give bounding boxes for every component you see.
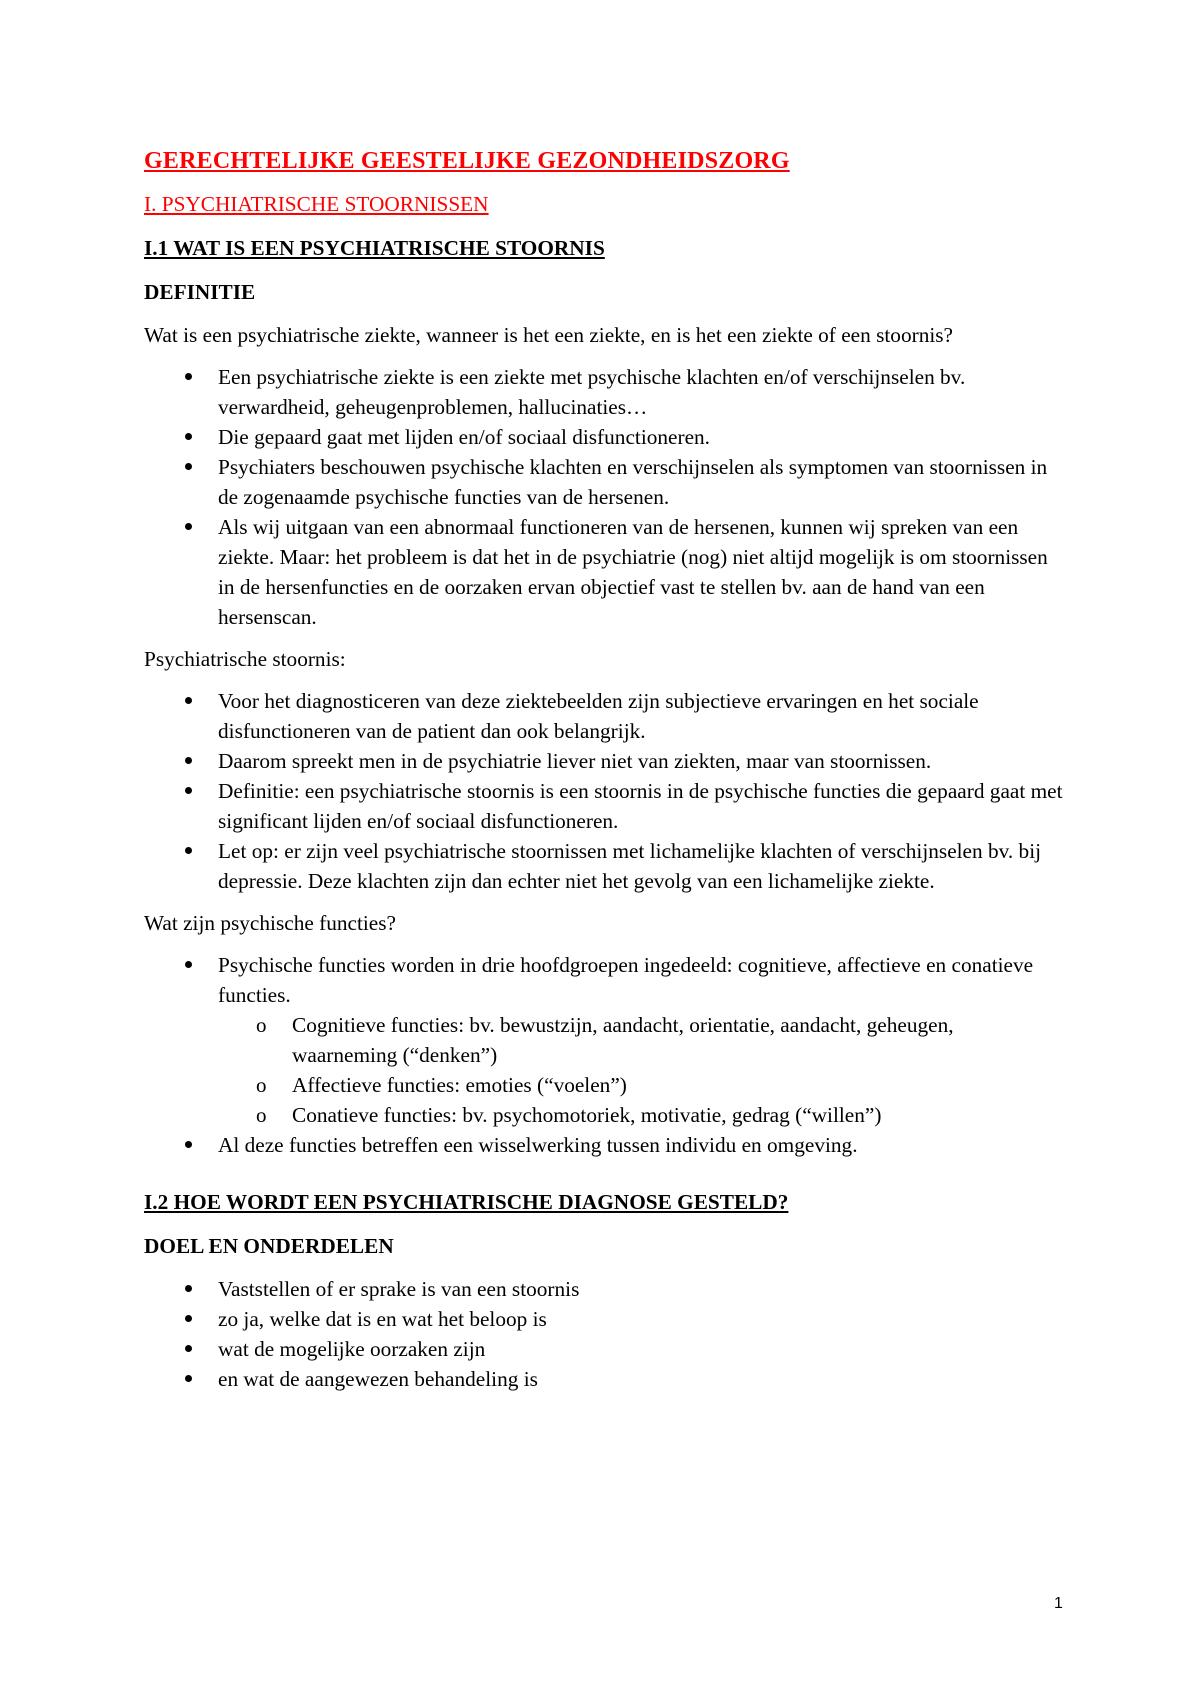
bullet-icon [185, 787, 192, 794]
label-psychische-functies: Wat zijn psychische functies? [144, 911, 396, 935]
circle-bullet-icon: o [256, 1013, 267, 1037]
sub-list-item [218, 1100, 1064, 1130]
subheading-definitie: DEFINITIE [144, 280, 256, 304]
bullet-icon [185, 1315, 192, 1322]
bullet-list-definitie [144, 362, 1064, 632]
sub-list-item-text: Conatieve functies: bv. psychomotoriek, motivatie, gedrag (“willen”) [292, 1103, 882, 1127]
chapter-heading: I. PSYCHIATRISCHE STOORNISSEN [144, 192, 489, 216]
bullet-list-functies [144, 950, 1064, 1160]
list-item [144, 836, 1064, 896]
bullet-icon [185, 961, 192, 968]
bullet-icon [185, 433, 192, 440]
bullet-icon [185, 1375, 192, 1382]
list-item [144, 362, 1064, 422]
list-item [144, 950, 1064, 1130]
list-item-text: Een psychiatrische ziekte is een ziekte met psychische klachten en/of verschijnselen bv. verwardheid, geheugenproblemen, hallucinaties… [218, 365, 966, 419]
circle-bullet-icon: o [256, 1073, 267, 1097]
list-item [144, 422, 1064, 452]
bullet-icon [185, 373, 192, 380]
bullet-icon [185, 463, 192, 470]
sub-bullet-list [218, 1010, 1064, 1130]
list-item-text: Let op: er zijn veel psychiatrische stoornissen met lichamelijke klachten of verschijnselen bv. bij depressie. Deze klachten zijn dan echter niet het gevolg van een lichamelijke ziekte. [218, 839, 1042, 893]
bullet-icon [185, 1141, 192, 1148]
label-psychiatrische-stoornis: Psychiatrische stoornis: [144, 647, 346, 671]
subheading-doel-en-onderdelen: DOEL EN ONDERDELEN [144, 1234, 394, 1258]
list-item [144, 776, 1064, 836]
list-item-text: Al deze functies betreffen een wisselwerking tussen individu en omgeving. [218, 1133, 858, 1157]
sub-list-item-text: Affectieve functies: emoties (“voelen”) [292, 1073, 627, 1097]
list-item [144, 1364, 1064, 1394]
bullet-list-doel [144, 1274, 1064, 1394]
list-item-text: wat de mogelijke oorzaken zijn [218, 1337, 486, 1361]
list-item-text: Voor het diagnosticeren van deze ziektebeelden zijn subjectieve ervaringen en het sociale disfunctioneren van de patient dan ook belangrijk. [218, 689, 979, 743]
list-item [144, 1130, 1064, 1160]
list-item [144, 1304, 1064, 1334]
sub-list-item [218, 1070, 1064, 1100]
sub-list-item [218, 1010, 1064, 1070]
list-item [144, 512, 1064, 632]
list-item-text: zo ja, welke dat is en wat het beloop is [218, 1307, 547, 1331]
bullet-icon [185, 523, 192, 530]
bullet-list-stoornis [144, 686, 1064, 896]
page-number: 1 [1054, 1595, 1063, 1612]
intro-question: Wat is een psychiatrische ziekte, wanneer is het een ziekte, en is het een ziekte of een stoornis? [144, 323, 954, 347]
list-item [144, 686, 1064, 746]
section-heading-1-1: I.1 WAT IS EEN PSYCHIATRISCHE STOORNIS [144, 236, 605, 260]
list-item-text: Daarom spreekt men in de psychiatrie liever niet van ziekten, maar van stoornissen. [218, 749, 932, 773]
list-item-text: Vaststellen of er sprake is van een stoornis [218, 1277, 580, 1301]
list-item [144, 1274, 1064, 1304]
list-item [144, 746, 1064, 776]
circle-bullet-icon: o [256, 1103, 267, 1127]
section-heading-1-2: I.2 HOE WORDT EEN PSYCHIATRISCHE DIAGNOSE GESTELD? [144, 1190, 789, 1214]
bullet-icon [185, 847, 192, 854]
document-title: GERECHTELIJKE GEESTELIJKE GEZONDHEIDSZORG [144, 148, 790, 174]
bullet-icon [185, 697, 192, 704]
list-item-text: Die gepaard gaat met lijden en/of sociaal disfunctioneren. [218, 425, 711, 449]
list-item-text: Psychische functies worden in drie hoofdgroepen ingedeeld: cognitieve, affectieve en conatieve functies. [218, 953, 1034, 1007]
list-item-text: Psychiaters beschouwen psychische klachten en verschijnselen als symptomen van stoornissen in de zogenaamde psychische functies van de hersenen. [218, 455, 1048, 509]
list-item [144, 1334, 1064, 1364]
list-item-text: Als wij uitgaan van een abnormaal functioneren van de hersenen, kunnen wij spreken van een ziekte. Maar: het probleem is dat het in de psychiatrie (nog) niet altijd mogelijk is om stoornissen in de hersenfuncties en de oorzaken ervan objectief vast te stellen bv. aan de hand van een hersenscan. [218, 515, 1048, 629]
sub-list-item-text: Cognitieve functies: bv. bewustzijn, aandacht, orientatie, aandacht, geheugen, waarneming (“denken”) [292, 1013, 954, 1067]
document-page [144, 144, 1064, 1406]
bullet-icon [185, 1345, 192, 1352]
list-item-text: Definitie: een psychiatrische stoornis is een stoornis in de psychische functies die gepaard gaat met significant lijden en/of sociaal disfunctioneren. [218, 779, 1063, 833]
list-item-text: en wat de aangewezen behandeling is [218, 1367, 538, 1391]
bullet-icon [185, 1285, 192, 1292]
list-item [144, 452, 1064, 512]
bullet-icon [185, 757, 192, 764]
